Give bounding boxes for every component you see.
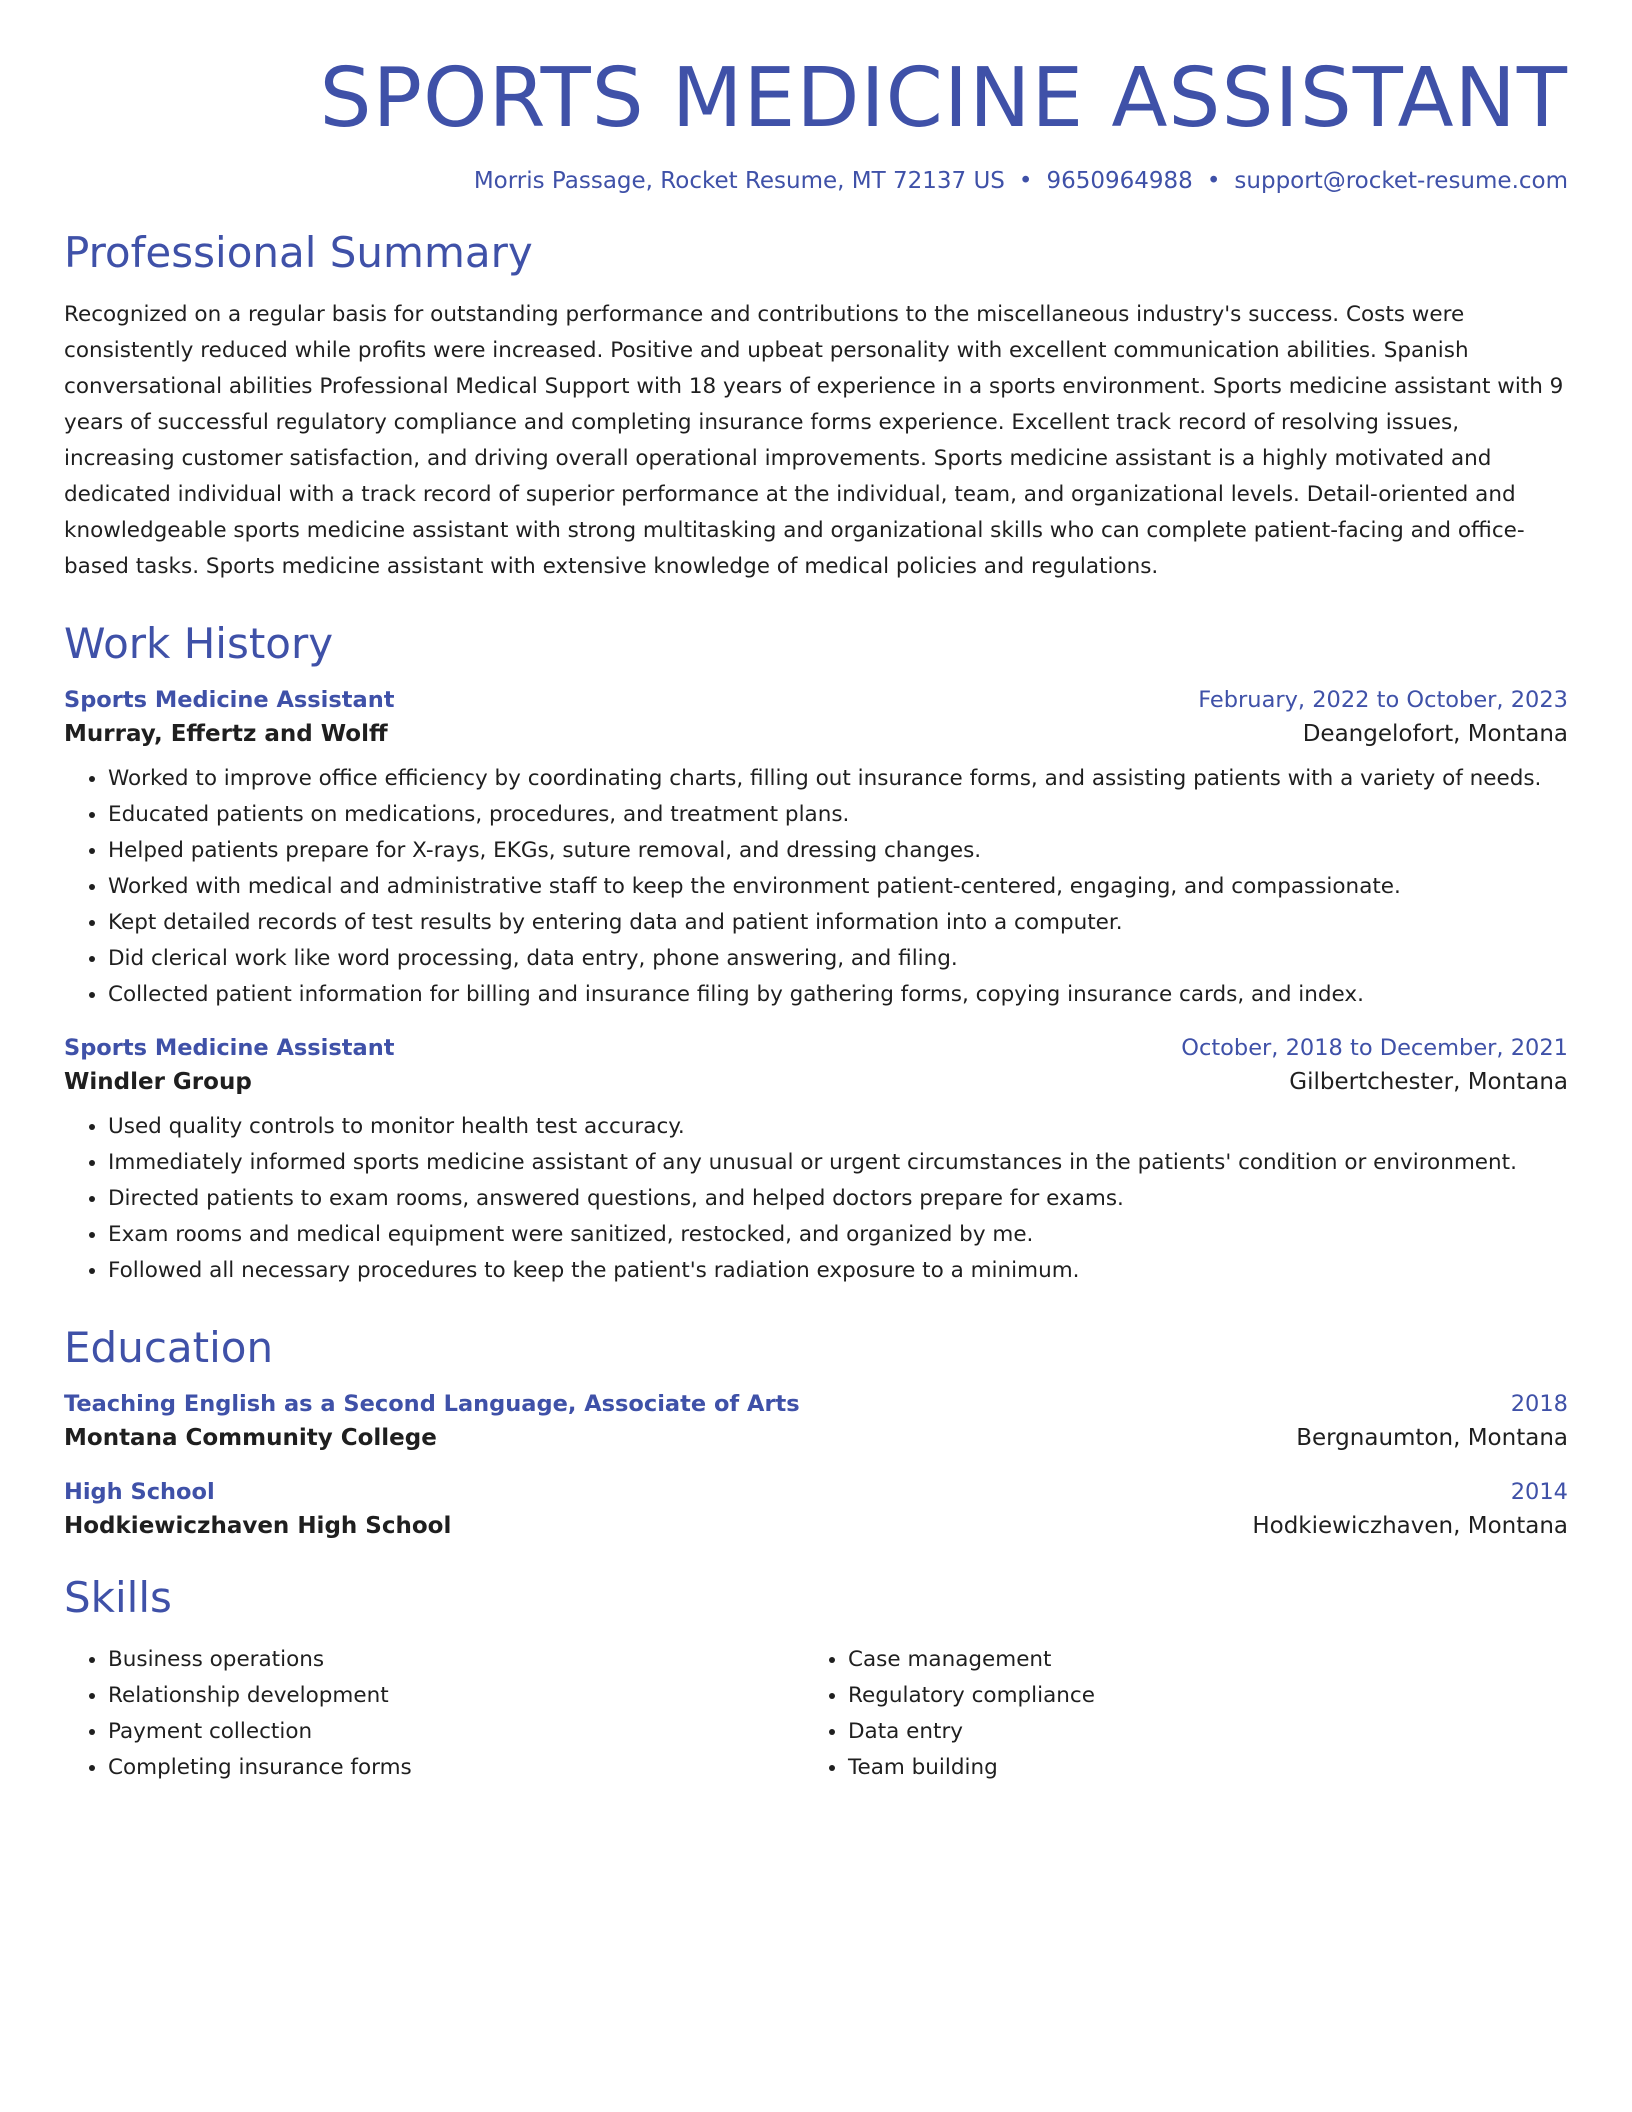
skill-item: • Data entry bbox=[848, 1714, 1568, 1750]
education-school: Montana Community College bbox=[64, 1425, 437, 1452]
contact-phone: 9650964988 bbox=[1046, 168, 1193, 195]
skill-item: • Relationship development bbox=[108, 1678, 804, 1714]
education-degree: High School bbox=[64, 1479, 215, 1506]
contact-address: Morris Passage, Rocket Resume, MT 72137 US bbox=[473, 168, 1005, 195]
job-entry bbox=[64, 687, 1568, 1013]
job-role: Sports Medicine Assistant bbox=[64, 1035, 395, 1062]
skill-item: • Payment collection bbox=[108, 1714, 804, 1750]
skill-item: • Case management bbox=[848, 1642, 1568, 1678]
skill-item: • Business operations bbox=[108, 1642, 804, 1678]
job-bullet: • Did clerical work like word processing, data entry, phone answering, and filing. bbox=[108, 941, 1568, 977]
job-dates: October, 2018 to December, 2021 bbox=[1181, 1035, 1568, 1062]
work-history-heading: Work History bbox=[64, 618, 334, 668]
education-entry bbox=[64, 1479, 1568, 1539]
job-entry bbox=[64, 1035, 1568, 1289]
education-location: Bergnaumton, Montana bbox=[1296, 1425, 1568, 1452]
skill-item: • Team building bbox=[848, 1750, 1568, 1786]
job-bullet: • Directed patients to exam rooms, answered questions, and helped doctors prepare for exams. bbox=[108, 1181, 1568, 1217]
job-bullets bbox=[64, 761, 1568, 1013]
education-school: Hodkiewiczhaven High School bbox=[64, 1513, 452, 1540]
job-bullets bbox=[64, 1109, 1568, 1289]
job-bullet: • Helped patients prepare for X-rays, EKGs, suture removal, and dressing changes. bbox=[108, 833, 1568, 869]
job-location: Gilbertchester, Montana bbox=[1289, 1069, 1568, 1096]
contact-separator: • bbox=[1018, 168, 1033, 195]
skill-item: • Completing insurance forms bbox=[108, 1750, 804, 1786]
job-bullet: • Educated patients on medications, procedures, and treatment plans. bbox=[108, 797, 1568, 833]
job-bullet: • Worked with medical and administrative staff to keep the environment patient-centered, engaging, and compassionate. bbox=[108, 869, 1568, 905]
job-bullet: • Exam rooms and medical equipment were sanitized, restocked, and organized by me. bbox=[108, 1217, 1568, 1253]
skills-list bbox=[64, 1642, 1568, 1786]
education-year: 2014 bbox=[1510, 1479, 1568, 1506]
job-bullet: • Kept detailed records of test results by entering data and patient information into a computer. bbox=[108, 905, 1568, 941]
summary-text: Recognized on a regular basis for outstanding performance and contributions to the miscellaneous industry's success. Costs were consistently reduced while profits were increased. Positive and upbeat personality with excellent communication abilities. Spanish conversational abilities Professional Medical Support with 18 years of experience in a sports environment. Sports medicine assistant with 9 years of successful regulatory compliance and completing insurance forms experience. Excellent track record of resolving issues, increasing customer satisfaction, and driving overall operational improvements. Sports medicine assistant is a highly motivated and dedicated individual with a track record of superior performance at the individual, team, and organizational levels. Detail-oriented and knowledgeable sports medicine assistant with strong multitasking and organizational skills who can complete patient-facing and office-based tasks. Sports medicine assistant with extensive knowledge of medical policies and regulations. bbox=[64, 301, 1564, 579]
job-dates: February, 2022 to October, 2023 bbox=[1198, 687, 1568, 714]
skill-item: • Regulatory compliance bbox=[848, 1678, 1568, 1714]
job-bullet: • Collected patient information for billing and insurance filing by gathering forms, copying insurance cards, and index. bbox=[108, 977, 1568, 1013]
job-role: Sports Medicine Assistant bbox=[64, 687, 395, 714]
job-bullet: • Used quality controls to monitor health test accuracy. bbox=[108, 1109, 1568, 1145]
job-location: Deangelofort, Montana bbox=[1302, 721, 1568, 748]
contact-line bbox=[64, 168, 1568, 194]
job-company: Murray, Effertz and Wolff bbox=[64, 721, 388, 748]
education-location: Hodkiewiczhaven, Montana bbox=[1252, 1513, 1568, 1540]
education-entry bbox=[64, 1391, 1568, 1451]
skills-column-left bbox=[64, 1642, 804, 1786]
education-year: 2018 bbox=[1510, 1391, 1568, 1418]
contact-email: support@rocket-resume.com bbox=[1234, 168, 1568, 195]
education-degree: Teaching English as a Second Language, Associate of Arts bbox=[64, 1391, 800, 1418]
skills-heading: Skills bbox=[64, 1573, 172, 1623]
contact-separator: • bbox=[1206, 168, 1221, 195]
summary-heading: Professional Summary bbox=[64, 228, 533, 278]
education-heading: Education bbox=[64, 1323, 274, 1373]
job-company: Windler Group bbox=[64, 1069, 252, 1096]
resume-title: SPORTS MEDICINE ASSISTANT bbox=[319, 51, 1568, 146]
job-bullet: • Worked to improve office efficiency by coordinating charts, filling out insurance forms, and assisting patients with a variety of needs. bbox=[108, 761, 1568, 797]
job-bullet: • Immediately informed sports medicine assistant of any unusual or urgent circumstances in the patients' condition or environment. bbox=[108, 1145, 1568, 1181]
skills-column-right bbox=[804, 1642, 1568, 1786]
job-bullet: • Followed all necessary procedures to keep the patient's radiation exposure to a minimum. bbox=[108, 1253, 1568, 1289]
